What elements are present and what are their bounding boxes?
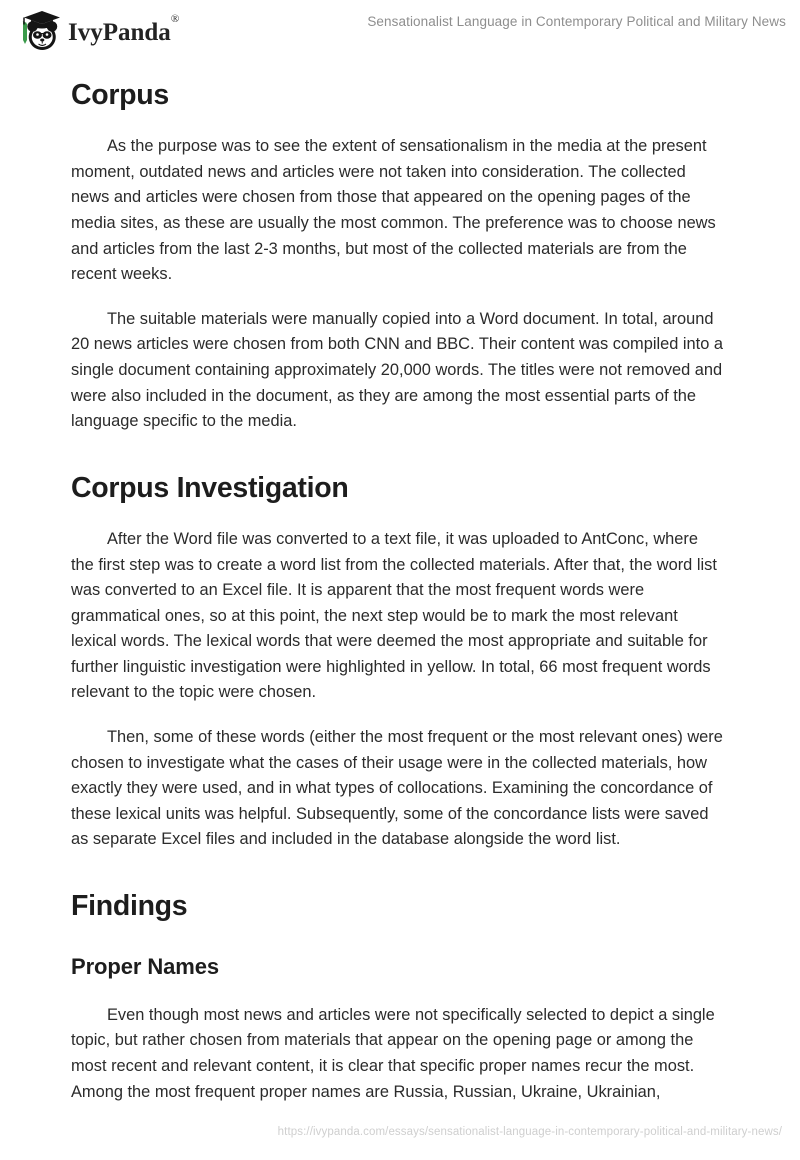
brand-trademark: ®: [170, 12, 180, 25]
heading-corpus-investigation: Corpus Investigation: [71, 471, 349, 504]
page-footer: [0, 1122, 800, 1140]
paragraph-investigation-1: After the Word file was converted to a text file, it was uploaded to AntConc, where the first step was to create a word list from the collected materials. After that, the word list was converted to an Excel file. It is apparent that the most frequent words were grammatical ones, so at this point, the next step would be to mark the most relevant lexical words. The lexical words that were deemed the most appropriate and suitable for further linguistic investigation were highlighted in yellow. In total, 66 most frequent words relevant to the topic were chosen.: [71, 529, 717, 702]
document-running-title: Sensationalist Language in Contemporary Political and Military News: [367, 14, 786, 29]
page-header: [0, 0, 800, 62]
source-url[interactable]: https://ivypanda.com/essays/sensationalist-language-in-contemporary-political-and-military-news/: [277, 1126, 782, 1138]
heading-findings: Findings: [71, 890, 188, 923]
paragraph-corpus-1: As the purpose was to see the extent of sensationalism in the media at the present moment, outdated news and articles were not taken into consideration. The collected news and articles were chosen from those that appeared on the opening pages of the media sites, as these are usually the most common. The preference was to choose news and articles from the last 2-3 months, but most of the collected materials are from the recent weeks.: [71, 137, 716, 284]
paragraph-findings-1: Even though most news and articles were not specifically selected to depict a single topic, but rather chosen from materials that appear on the opening page or among the most recent and relevant content, it is clear that specific proper names recur the most. Among the most frequent proper names are Russia, Russian, Ukraine, Ukrainian,: [71, 1005, 715, 1101]
paragraph-corpus-2: The suitable materials were manually copied into a Word document. In total, around 20 news articles were chosen from both CNN and BBC. Their content was compiled into a single document containing approximately 20,000 words. The titles were not removed and were also included in the document, as they are among the most essential parts of the language specific to the media.: [71, 309, 723, 431]
subheading-proper-names: Proper Names: [71, 954, 219, 980]
brand-name: IvyPanda®: [68, 12, 180, 46]
document-body: [71, 62, 723, 1105]
paragraph-investigation-2: Then, some of these words (either the most frequent or the most relevant ones) were chosen to investigate what the cases of their usage were in the collected materials, how exactly they were used, and in what types of collocations. Examining the concordance of these lexical units was helpful. Subsequently, some of the concordance lists were saved as separate Excel files and included in the database alongside the word list.: [71, 728, 723, 849]
heading-corpus: Corpus: [71, 79, 169, 111]
